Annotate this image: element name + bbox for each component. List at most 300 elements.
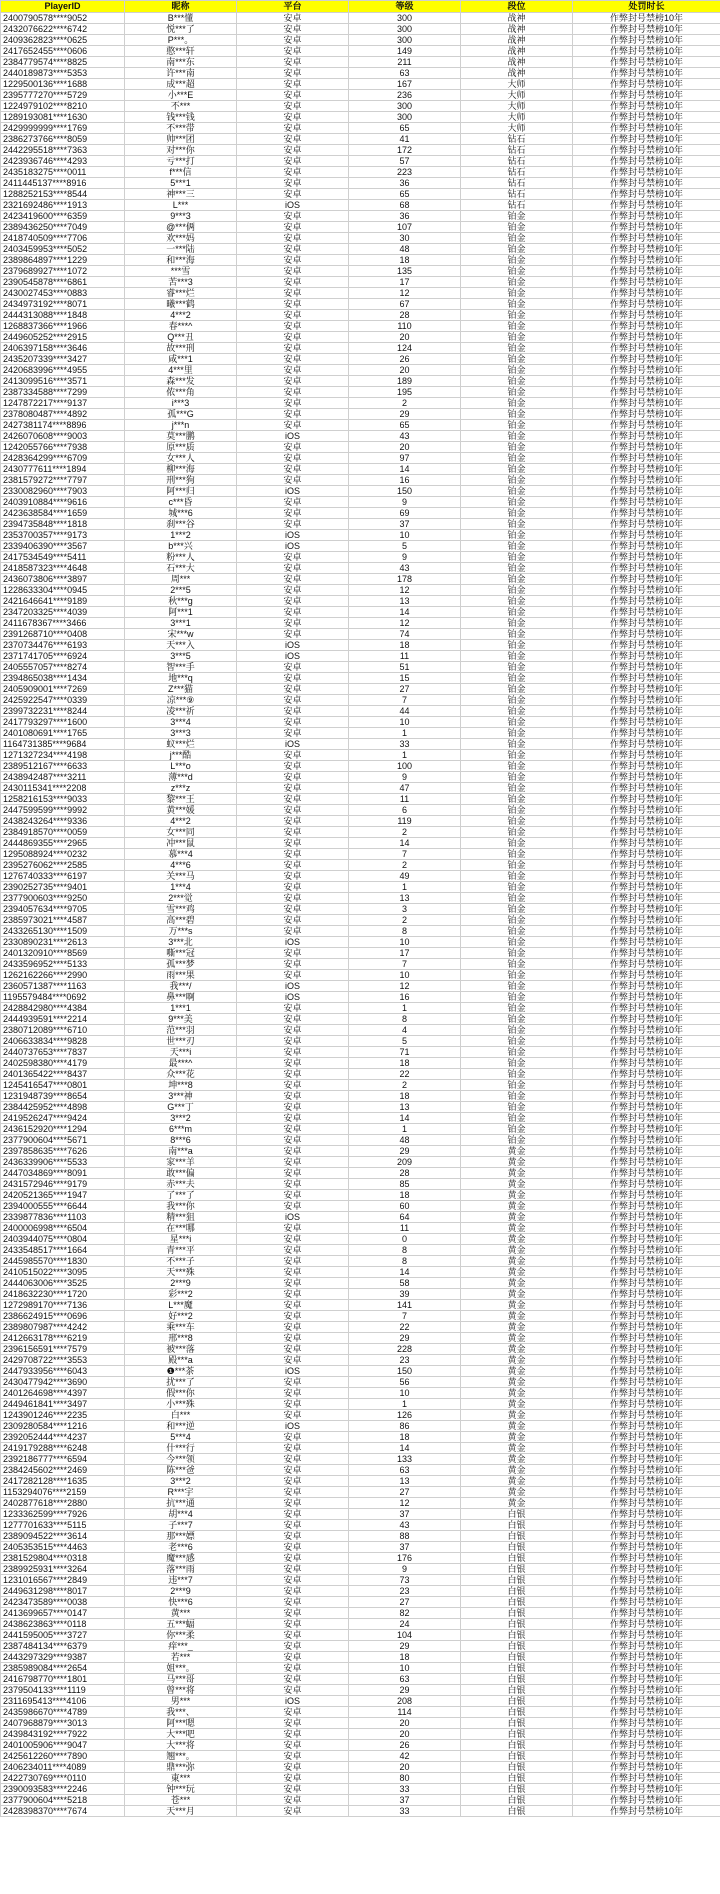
cell-nickname: 3***4 [125,717,237,728]
cell-player-id: 2401005906****9047 [1,1740,125,1751]
cell-nickname: 阿***1 [125,607,237,618]
table-row [1,1729,720,1740]
table-row [1,750,720,761]
cell-penalty-duration: 作弊封号禁榜10年 [573,1575,720,1586]
cell-rank: 黄金 [461,1289,573,1300]
cell-rank: 黄金 [461,1256,573,1267]
cell-level: 9 [349,497,461,508]
cell-rank: 铂金 [461,508,573,519]
cell-platform: 安卓 [237,1564,349,1575]
cell-player-id: 1288252153****8544 [1,189,125,200]
table-row [1,1234,720,1245]
cell-penalty-duration: 作弊封号禁榜10年 [573,255,720,266]
cell-rank: 黄金 [461,1311,573,1322]
cell-nickname: 帅***团 [125,134,237,145]
cell-penalty-duration: 作弊封号禁榜10年 [573,1355,720,1366]
table-row [1,860,720,871]
cell-penalty-duration: 作弊封号禁榜10年 [573,574,720,585]
table-row [1,453,720,464]
cell-rank: 铂金 [461,959,573,970]
cell-nickname: 男*** [125,1696,237,1707]
cell-platform: 安卓 [237,1597,349,1608]
cell-rank: 黄金 [461,1498,573,1509]
cell-nickname: 星***i [125,1234,237,1245]
cell-rank: 铂金 [461,409,573,420]
cell-penalty-duration: 作弊封号禁榜10年 [573,1795,720,1806]
cell-player-id: 2423419600****6359 [1,211,125,222]
cell-platform: 安卓 [237,1465,349,1476]
cell-level: 82 [349,1608,461,1619]
cell-nickname: R***宇 [125,1487,237,1498]
table-row [1,739,720,750]
cell-nickname: 4***里 [125,365,237,376]
cell-nickname: 马***哥 [125,1674,237,1685]
cell-nickname: 好***2 [125,1311,237,1322]
cell-penalty-duration: 作弊封号禁榜10年 [573,13,720,24]
cell-rank: 战神 [461,68,573,79]
cell-level: 300 [349,112,461,123]
cell-player-id: 2401080691****1765 [1,728,125,739]
cell-rank: 黄金 [461,1366,573,1377]
cell-platform: 安卓 [237,618,349,629]
cell-level: 14 [349,464,461,475]
cell-rank: 铂金 [461,739,573,750]
table-row [1,1322,720,1333]
cell-player-id: 2386624915****0696 [1,1311,125,1322]
cell-platform: 安卓 [237,1102,349,1113]
table-row [1,1487,720,1498]
cell-rank: 铂金 [461,519,573,530]
cell-nickname: 你***柔 [125,1630,237,1641]
cell-rank: 铂金 [461,871,573,882]
cell-level: 228 [349,1344,461,1355]
cell-nickname: 侬***角 [125,387,237,398]
table-row [1,244,720,255]
cell-player-id: 2425612260****7890 [1,1751,125,1762]
table-row [1,1157,720,1168]
cell-penalty-duration: 作弊封号禁榜10年 [573,1454,720,1465]
table-row [1,1421,720,1432]
cell-player-id: 2417793297****1600 [1,717,125,728]
cell-player-id: 2400790578****9052 [1,13,125,24]
cell-rank: 铂金 [461,398,573,409]
cell-platform: 安卓 [237,1663,349,1674]
cell-rank: 铂金 [461,288,573,299]
cell-player-id: 2422730769****0110 [1,1773,125,1784]
cell-platform: iOS [237,486,349,497]
cell-penalty-duration: 作弊封号禁榜10年 [573,772,720,783]
table-row [1,145,720,156]
cell-penalty-duration: 作弊封号禁榜10年 [573,244,720,255]
cell-player-id: 1224979102****8210 [1,101,125,112]
cell-penalty-duration: 作弊封号禁榜10年 [573,728,720,739]
cell-platform: 安卓 [237,1619,349,1630]
cell-player-id: 1268837366****1966 [1,321,125,332]
cell-rank: 黄金 [461,1146,573,1157]
cell-nickname: 殿***a [125,1355,237,1366]
table-row [1,706,720,717]
cell-level: 9 [349,552,461,563]
table-row [1,189,720,200]
cell-level: 300 [349,13,461,24]
cell-player-id: 2394735848****1818 [1,519,125,530]
cell-player-id: 2445985570****1830 [1,1256,125,1267]
cell-rank: 白银 [461,1696,573,1707]
cell-nickname: ❶***茶 [125,1366,237,1377]
cell-penalty-duration: 作弊封号禁榜10年 [573,651,720,662]
cell-player-id: 2418587323****4648 [1,563,125,574]
cell-rank: 铂金 [461,937,573,948]
cell-player-id: 2330890231****2613 [1,937,125,948]
table-row [1,299,720,310]
cell-nickname: 故***刑 [125,343,237,354]
cell-nickname: 2***觉 [125,893,237,904]
cell-penalty-duration: 作弊封号禁榜10年 [573,1388,720,1399]
cell-rank: 钻石 [461,178,573,189]
table-row [1,354,720,365]
cell-player-id: 1245416547****0801 [1,1080,125,1091]
cell-player-id: 2379689927****1072 [1,266,125,277]
cell-player-id: 1271327234****4198 [1,750,125,761]
cell-penalty-duration: 作弊封号禁榜10年 [573,1025,720,1036]
cell-platform: 安卓 [237,288,349,299]
cell-nickname: 南***东 [125,57,237,68]
cell-platform: 安卓 [237,1652,349,1663]
cell-player-id: 2389094522****3614 [1,1531,125,1542]
cell-level: 48 [349,1135,461,1146]
table-row [1,1355,720,1366]
cell-level: 11 [349,651,461,662]
cell-level: 1 [349,1399,461,1410]
table-row [1,486,720,497]
cell-nickname: 大***将 [125,1740,237,1751]
cell-platform: 安卓 [237,1487,349,1498]
cell-nickname: 成***超 [125,79,237,90]
cell-platform: 安卓 [237,1498,349,1509]
cell-penalty-duration: 作弊封号禁榜10年 [573,717,720,728]
cell-level: 1 [349,1124,461,1135]
cell-platform: 安卓 [237,497,349,508]
cell-rank: 铂金 [461,948,573,959]
cell-platform: 安卓 [237,563,349,574]
cell-rank: 白银 [461,1718,573,1729]
cell-nickname: 5***1 [125,178,237,189]
table-row [1,123,720,134]
cell-rank: 黄金 [461,1157,573,1168]
table-row [1,475,720,486]
cell-penalty-duration: 作弊封号禁榜10年 [573,222,720,233]
table-row [1,1036,720,1047]
cell-platform: 安卓 [237,134,349,145]
table-row [1,1652,720,1663]
table-row [1,420,720,431]
cell-penalty-duration: 作弊封号禁榜10年 [573,992,720,1003]
cell-level: 22 [349,1069,461,1080]
cell-nickname: 蚁***烂 [125,739,237,750]
cell-nickname: 扰***了 [125,1377,237,1388]
cell-player-id: 2389512167****6633 [1,761,125,772]
cell-penalty-duration: 作弊封号禁榜10年 [573,1520,720,1531]
cell-platform: iOS [237,431,349,442]
cell-nickname: 刹***谷 [125,519,237,530]
cell-nickname: 石***大 [125,563,237,574]
cell-rank: 大师 [461,123,573,134]
cell-penalty-duration: 作弊封号禁榜10年 [573,354,720,365]
cell-level: 29 [349,1146,461,1157]
cell-level: 110 [349,321,461,332]
cell-rank: 铂金 [461,1025,573,1036]
cell-penalty-duration: 作弊封号禁榜10年 [573,1278,720,1289]
cell-platform: 安卓 [237,860,349,871]
table-row [1,1641,720,1652]
cell-penalty-duration: 作弊封号禁榜10年 [573,750,720,761]
cell-level: 37 [349,519,461,530]
cell-platform: 安卓 [237,46,349,57]
table-row [1,684,720,695]
cell-penalty-duration: 作弊封号禁榜10年 [573,112,720,123]
cell-nickname: 和***海 [125,255,237,266]
cell-nickname: 天***i [125,1047,237,1058]
cell-player-id: 2435986670****4789 [1,1707,125,1718]
cell-penalty-duration: 作弊封号禁榜10年 [573,1135,720,1146]
cell-nickname: 3***5 [125,651,237,662]
table-row [1,1267,720,1278]
cell-level: 30 [349,233,461,244]
cell-rank: 铂金 [461,761,573,772]
cell-nickname: 6***m [125,1124,237,1135]
cell-nickname: 3***2 [125,1476,237,1487]
cell-level: 236 [349,90,461,101]
table-row [1,1586,720,1597]
cell-player-id: 2396156591****7579 [1,1344,125,1355]
cell-player-id: 2428398370****7674 [1,1806,125,1817]
cell-level: 41 [349,134,461,145]
cell-nickname: 世***刃 [125,1036,237,1047]
cell-rank: 黄金 [461,1344,573,1355]
cell-penalty-duration: 作弊封号禁榜10年 [573,805,720,816]
cell-platform: 安卓 [237,68,349,79]
cell-level: 36 [349,178,461,189]
cell-platform: 安卓 [237,409,349,420]
cell-rank: 铂金 [461,1058,573,1069]
cell-player-id: 2420521365****1947 [1,1190,125,1201]
table-row [1,1432,720,1443]
cell-platform: 安卓 [237,1575,349,1586]
cell-rank: 战神 [461,46,573,57]
cell-level: 33 [349,1806,461,1817]
cell-nickname: 许***南 [125,68,237,79]
cell-rank: 铂金 [461,563,573,574]
table-row [1,1465,720,1476]
cell-level: 24 [349,1619,461,1630]
table-row [1,728,720,739]
cell-platform: 安卓 [237,794,349,805]
cell-level: 63 [349,1465,461,1476]
cell-nickname: 3***1 [125,618,237,629]
cell-penalty-duration: 作弊封号禁榜10年 [573,475,720,486]
cell-player-id: 2423638584****1659 [1,508,125,519]
cell-player-id: 2392186777****6594 [1,1454,125,1465]
cell-level: 300 [349,35,461,46]
cell-platform: iOS [237,981,349,992]
cell-nickname: 魔***感 [125,1553,237,1564]
cell-rank: 铂金 [461,684,573,695]
cell-penalty-duration: 作弊封号禁榜10年 [573,838,720,849]
cell-rank: 白银 [461,1762,573,1773]
cell-rank: 铂金 [461,420,573,431]
cell-penalty-duration: 作弊封号禁榜10年 [573,816,720,827]
cell-nickname: 假***你 [125,1388,237,1399]
cell-penalty-duration: 作弊封号禁榜10年 [573,145,720,156]
cell-nickname: G***丁 [125,1102,237,1113]
cell-penalty-duration: 作弊封号禁榜10年 [573,607,720,618]
table-row [1,915,720,926]
cell-rank: 黄金 [461,1465,573,1476]
cell-penalty-duration: 作弊封号禁榜10年 [573,684,720,695]
cell-player-id: 1195579484****0692 [1,992,125,1003]
cell-level: 4 [349,1025,461,1036]
table-row [1,552,720,563]
cell-nickname: 1***1 [125,1003,237,1014]
cell-rank: 黄金 [461,1322,573,1333]
header-row [1,1,720,13]
cell-platform: 安卓 [237,1124,349,1135]
cell-player-id: 2412663178****6219 [1,1333,125,1344]
cell-nickname: 黎***王 [125,794,237,805]
table-row [1,904,720,915]
cell-nickname: 翘***。 [125,1751,237,1762]
cell-platform: 安卓 [237,1014,349,1025]
cell-platform: iOS [237,937,349,948]
cell-level: 12 [349,981,461,992]
cell-platform: 安卓 [237,1476,349,1487]
cell-rank: 铂金 [461,585,573,596]
cell-penalty-duration: 作弊封号禁榜10年 [573,68,720,79]
cell-nickname: 天***月 [125,1806,237,1817]
cell-penalty-duration: 作弊封号禁榜10年 [573,1168,720,1179]
cell-level: 9 [349,1564,461,1575]
cell-platform: 安卓 [237,926,349,937]
cell-nickname: 天***殊 [125,1267,237,1278]
cell-penalty-duration: 作弊封号禁榜10年 [573,453,720,464]
cell-nickname: 5***4 [125,1432,237,1443]
cell-player-id: 2399732231****8244 [1,706,125,717]
cell-player-id: 1233362599****7926 [1,1509,125,1520]
cell-penalty-duration: 作弊封号禁榜10年 [573,937,720,948]
cell-level: 26 [349,354,461,365]
cell-rank: 白银 [461,1674,573,1685]
cell-penalty-duration: 作弊封号禁榜10年 [573,1531,720,1542]
cell-rank: 铂金 [461,1080,573,1091]
cell-rank: 白银 [461,1707,573,1718]
cell-level: 49 [349,871,461,882]
cell-nickname: 黄***媛 [125,805,237,816]
cell-platform: iOS [237,541,349,552]
cell-player-id: 2444939591****2214 [1,1014,125,1025]
cell-penalty-duration: 作弊封号禁榜10年 [573,464,720,475]
cell-level: 14 [349,1267,461,1278]
cell-level: 27 [349,1597,461,1608]
cell-nickname: 嘶***冠 [125,948,237,959]
cell-rank: 战神 [461,13,573,24]
cell-nickname: 3***3 [125,728,237,739]
cell-player-id: 2411445137****8916 [1,178,125,189]
cell-rank: 黄金 [461,1278,573,1289]
cell-rank: 黄金 [461,1355,573,1366]
table-row [1,519,720,530]
cell-rank: 铂金 [461,1069,573,1080]
cell-rank: 铂金 [461,211,573,222]
cell-player-id: 2411678367****3466 [1,618,125,629]
cell-penalty-duration: 作弊封号禁榜10年 [573,442,720,453]
cell-platform: 安卓 [237,849,349,860]
cell-player-id: 2428842980****4384 [1,1003,125,1014]
cell-player-id: 2449461841****3497 [1,1399,125,1410]
cell-platform: 安卓 [237,1377,349,1388]
cell-player-id: 1164731385****9684 [1,739,125,750]
cell-platform: 安卓 [237,673,349,684]
cell-level: 43 [349,1520,461,1531]
cell-penalty-duration: 作弊封号禁榜10年 [573,629,720,640]
cell-penalty-duration: 作弊封号禁榜10年 [573,1179,720,1190]
cell-level: 1 [349,728,461,739]
cell-player-id: 2430115341****2208 [1,783,125,794]
cell-nickname: @***俩 [125,222,237,233]
cell-platform: 安卓 [237,1718,349,1729]
cell-nickname: 雨***果 [125,970,237,981]
cell-nickname: 落***雨 [125,1564,237,1575]
cell-platform: 安卓 [237,816,349,827]
cell-player-id: 2420683996****4955 [1,365,125,376]
cell-rank: 白银 [461,1520,573,1531]
cell-player-id: 1231948739****8654 [1,1091,125,1102]
table-row [1,937,720,948]
cell-player-id: 2447599599****9992 [1,805,125,816]
cell-nickname: 一***陆 [125,244,237,255]
cell-platform: iOS [237,992,349,1003]
cell-rank: 白银 [461,1784,573,1795]
cell-platform: 安卓 [237,1278,349,1289]
cell-level: 300 [349,101,461,112]
cell-penalty-duration: 作弊封号禁榜10年 [573,1300,720,1311]
cell-platform: 安卓 [237,805,349,816]
table-row [1,970,720,981]
cell-platform: 安卓 [237,1091,349,1102]
cell-player-id: 2402598380****4179 [1,1058,125,1069]
cell-level: 135 [349,266,461,277]
cell-penalty-duration: 作弊封号禁榜10年 [573,761,720,772]
cell-penalty-duration: 作弊封号禁榜10年 [573,1696,720,1707]
cell-rank: 铂金 [461,970,573,981]
cell-penalty-duration: 作弊封号禁榜10年 [573,1443,720,1454]
cell-penalty-duration: 作弊封号禁榜10年 [573,904,720,915]
cell-penalty-duration: 作弊封号禁榜10年 [573,1157,720,1168]
cell-penalty-duration: 作弊封号禁榜10年 [573,948,720,959]
table-row [1,1069,720,1080]
cell-platform: 安卓 [237,1025,349,1036]
cell-level: 71 [349,1047,461,1058]
header-rank: 段位 [461,1,573,13]
cell-platform: iOS [237,1366,349,1377]
table-row [1,464,720,475]
cell-nickname: Z***猫 [125,684,237,695]
cell-platform: 安卓 [237,1003,349,1014]
cell-rank: 黄金 [461,1454,573,1465]
cell-penalty-duration: 作弊封号禁榜10年 [573,90,720,101]
table-row [1,1168,720,1179]
cell-platform: 安卓 [237,442,349,453]
cell-penalty-duration: 作弊封号禁榜10年 [573,431,720,442]
